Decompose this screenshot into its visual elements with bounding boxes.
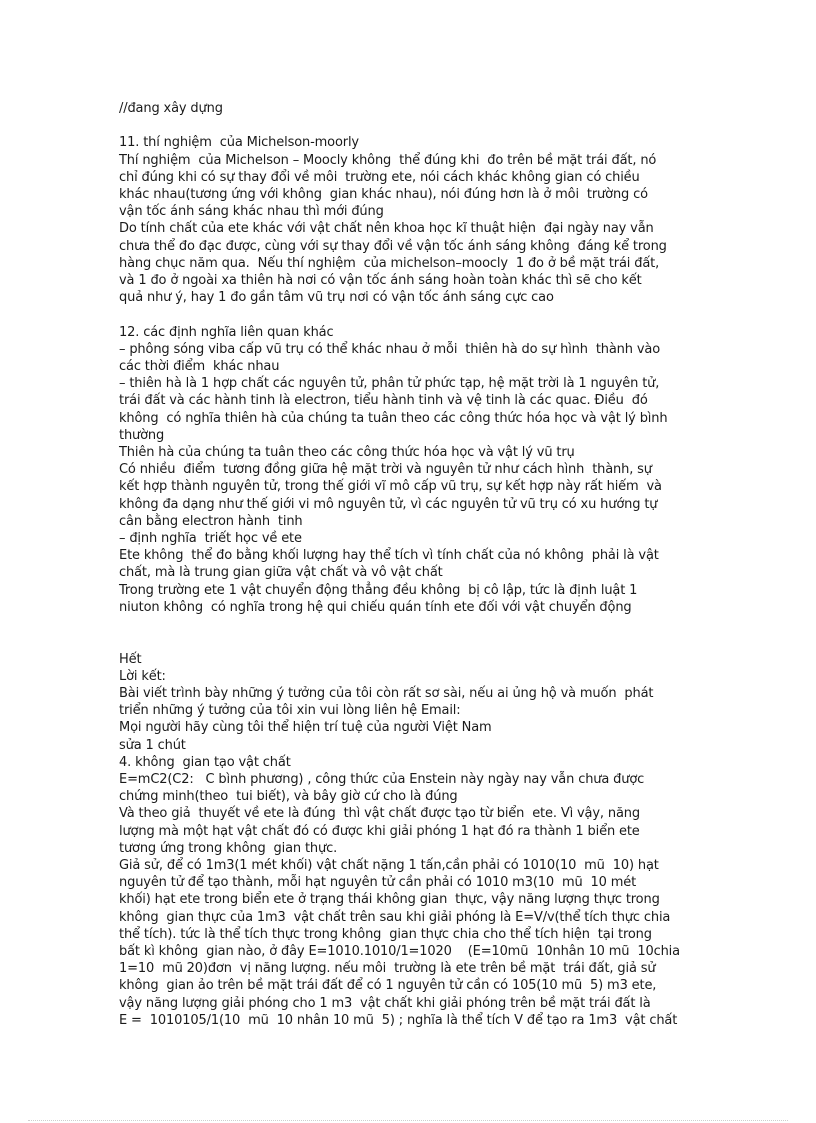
text-line: không có nghĩa thiên hà của chúng ta tuân theo các công thức hóa học và vật lý bình (119, 410, 668, 426)
text-line: chỉ đúng khi có sự thay đổi về môi trường ete, nói cách khác không gian có chiều (119, 169, 640, 185)
text-line: khác nhau(tương ứng với không gian khác nhau), nói đúng hơn là ở môi trường có (119, 187, 648, 203)
text-line: Do tính chất của ete khác với vật chất nên khoa học kĩ thuật hiện đại ngày nay vẫn (119, 221, 654, 237)
text-line: thể tích). tức là thể tích thực trong không gian thực chia cho thể tích hiện tại trong (119, 926, 652, 942)
text-line: trái đất và các hành tinh là electron, tiểu hành tinh và vệ tinh là các quac. Điều đó (119, 393, 648, 409)
text-line: 12. các định nghĩa liên quan khác (119, 324, 334, 340)
text-line: khối) hạt ete trong biển ete ở trạng thái không gian thực, vậy năng lượng thực trong (119, 892, 660, 908)
page-bottom-divider (28, 1120, 788, 1121)
blank-line (119, 306, 709, 323)
text-line: – phông sóng viba cấp vũ trụ có thể khác nhau ở mỗi thiên hà do sự hình thành vào (119, 341, 661, 357)
text-line: Và theo giả thuyết về ete là đúng thì vật chất được tạo từ biển ete. Vì vậy, năng (119, 806, 640, 822)
text-line: sửa 1 chút (119, 737, 186, 753)
text-line: 4. không gian tạo vật chất (119, 754, 291, 770)
document-body (119, 100, 709, 1029)
text-line: Lời kết: (119, 668, 166, 684)
text-line: Bài viết trình bày những ý tưởng của tôi còn rất sơ sài, nếu ai ủng hộ và muốn phát (119, 685, 654, 701)
text-line: vận tốc ánh sáng khác nhau thì mới đúng (119, 204, 384, 220)
text-line: niuton không có nghĩa trong hệ qui chiếu quán tính ete đối với vật chuyển động (119, 599, 632, 615)
text-line: không gian thực của 1m3 vật chất trên sau khi giải phóng là E=V/v(thể tích thực chia (119, 909, 671, 925)
text-line: triển những ý tưởng của tôi xin vui lòng liên hệ Email: (119, 703, 461, 719)
text-line: lượng mà một hạt vật chất đó có được khi giải phóng 1 hạt đó ra thành 1 biển ete (119, 823, 640, 839)
text-line: Ete không thể đo bằng khối lượng hay thể tích vì tính chất của nó không phải là vật (119, 548, 659, 564)
text-line: Thí nghiệm của Michelson – Moocly không thể đúng khi đo trên bề mặt trái đất, nó (119, 152, 657, 168)
text-line: các thời điểm khác nhau (119, 359, 280, 375)
blank-line (119, 633, 709, 650)
text-line: – thiên hà là 1 hợp chất các nguyên tử, phân tử phức tạp, hệ mặt trời là 1 nguyên tử, (119, 376, 660, 392)
text-line: Mọi người hãy cùng tôi thể hiện trí tuệ của người Việt Nam (119, 720, 492, 736)
text-line: 1=10 mũ 20)đơn vị năng lượng. nếu môi trường là ete trên bề mặt trái đất, giả sử (119, 961, 656, 977)
text-line: tương ứng trong không gian thực. (119, 840, 338, 856)
text-line: hàng chục năm qua. Nếu thí nghiệm của michelson–moocly 1 đo ở bề mặt trái đất, (119, 255, 660, 271)
text-line: kết hợp thành nguyên tử, trong thế giới vĩ mô cấp vũ trụ, sự kết hợp này rất hiếm và (119, 479, 662, 495)
text-line: Giả sử, để có 1m3(1 mét khối) vật chất nặng 1 tấn,cần phải có 1010(10 mũ 10) hạt (119, 857, 659, 873)
text-line: Thiên hà của chúng ta tuân theo các công thức hóa học và vật lý vũ trụ (119, 445, 575, 461)
text-line: cân bằng electron hành tinh (119, 513, 303, 529)
text-line: nguyên tử để tạo thành, mỗi hạt nguyên tử cần phải có 1010 m3(10 mũ 10 mét (119, 875, 637, 891)
blank-line (119, 117, 709, 134)
text-line: không đa dạng như thế giới vi mô nguyên tử, vì các nguyên tử vũ trụ có xu hướng tự (119, 496, 658, 512)
text-line: chất, mà là trung gian giữa vật chất và vô vật chất (119, 565, 443, 581)
text-line: quả như ý, hay 1 đo gần tâm vũ trụ nơi có vận tốc ánh sáng cực cao (119, 290, 554, 306)
text-line: E = 1010105/1(10 mũ 10 nhân 10 mũ 5) ; nghĩa là thể tích V để tạo ra 1m3 vật chất (119, 1012, 678, 1028)
text-line: Hết (119, 651, 142, 667)
text-line: – định nghĩa triết học về ete (119, 531, 302, 547)
text-line: //đang xây dựng (119, 101, 223, 116)
text-line: và 1 đo ở ngoài xa thiên hà nơi có vận tốc ánh sáng hoàn toàn khác thì sẽ cho kết (119, 273, 642, 289)
text-line: Có nhiều điểm tương đồng giữa hệ mặt trời và nguyên tử như cách hình thành, sự (119, 462, 652, 478)
text-line: không gian ảo trên bề mặt trái đất để có 1 nguyên tử cần có 105(10 mũ 5) m3 ete, (119, 978, 657, 994)
text-line: chưa thể đo đạc được, cùng với sự thay đổi về vận tốc ánh sáng không đáng kể trong (119, 238, 667, 254)
text-line: E=mC2(C2: C bình phương) , công thức của Enstein này ngày nay vẫn chưa được (119, 771, 645, 787)
blank-line (119, 616, 709, 633)
text-line: thường (119, 427, 165, 443)
text-line: chứng minh(theo tui biết), và bây giờ cứ cho là đúng (119, 789, 458, 805)
text-line: bất kì không gian nào, ở đây E=1010.1010/1=1020 (E=10mũ 10nhân 10 mũ 10chia (119, 943, 680, 959)
text-line: Trong trường ete 1 vật chuyển động thẳng đều không bị cô lập, tức là định luật 1 (119, 582, 638, 598)
text-line: vậy năng lượng giải phóng cho 1 m3 vật chất khi giải phóng trên bề mặt trái đất là (119, 995, 651, 1011)
text-line: 11. thí nghiệm của Michelson-moorly (119, 135, 359, 151)
